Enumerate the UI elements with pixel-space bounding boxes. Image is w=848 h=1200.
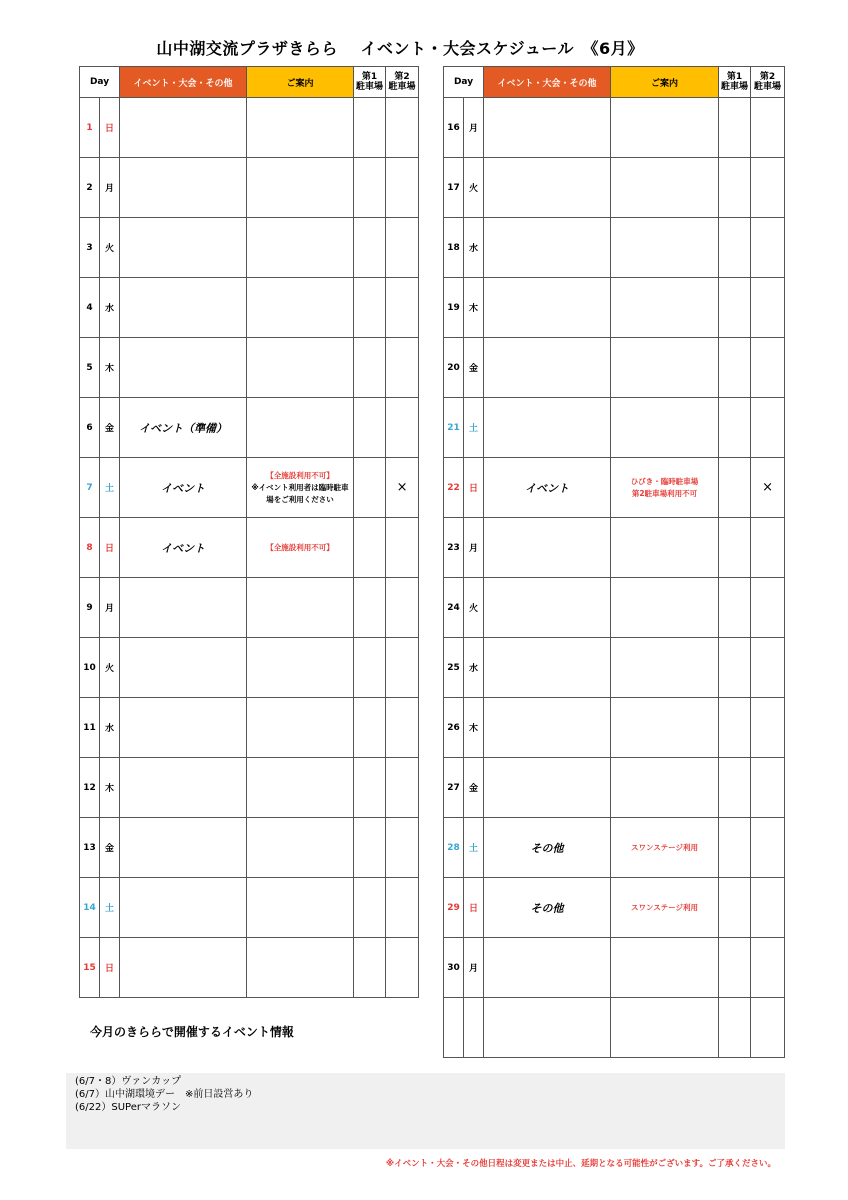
day-number: 17 bbox=[444, 158, 464, 218]
guide-cell bbox=[247, 338, 354, 398]
table-row bbox=[444, 218, 785, 278]
weekday: 火 bbox=[464, 578, 484, 638]
weekday: 火 bbox=[100, 638, 120, 698]
weekday: 日 bbox=[464, 878, 484, 938]
weekday: 土 bbox=[464, 398, 484, 458]
guide-cell bbox=[611, 278, 719, 338]
parking-2-cell bbox=[386, 758, 419, 818]
table-row bbox=[444, 578, 785, 638]
table-row bbox=[444, 398, 785, 458]
header-day: Day bbox=[444, 67, 484, 98]
guide-detail: ※イベント利用者は臨時駐車場をご利用ください bbox=[251, 482, 349, 504]
day-number: 19 bbox=[444, 278, 464, 338]
weekday: 金 bbox=[100, 398, 120, 458]
event-cell bbox=[120, 878, 247, 938]
header-guide: ご案内 bbox=[611, 67, 719, 98]
parking-1-cell bbox=[354, 818, 386, 878]
day-number: 6 bbox=[80, 398, 100, 458]
header-parking-2 bbox=[386, 67, 419, 98]
guide-cell bbox=[247, 158, 354, 218]
weekday: 月 bbox=[464, 518, 484, 578]
header-parking-1-label: 第1 駐車場 bbox=[356, 72, 384, 92]
guide-cell bbox=[611, 158, 719, 218]
table-row bbox=[444, 758, 785, 818]
guide-cell bbox=[247, 938, 354, 998]
parking-1-cell bbox=[719, 518, 751, 578]
parking-2-cell: × bbox=[386, 458, 419, 518]
event-cell bbox=[484, 758, 611, 818]
parking-1-cell bbox=[719, 278, 751, 338]
weekday: 水 bbox=[464, 218, 484, 278]
guide-cell bbox=[247, 98, 354, 158]
parking-1-cell bbox=[354, 638, 386, 698]
day-number: 22 bbox=[444, 458, 464, 518]
event-cell: その他 bbox=[484, 878, 611, 938]
event-cell bbox=[484, 518, 611, 578]
header-parking-2-label: 第2 駐車場 bbox=[388, 72, 416, 92]
guide-cell bbox=[611, 338, 719, 398]
guide-cell bbox=[247, 278, 354, 338]
parking-1-cell bbox=[354, 398, 386, 458]
parking-1-cell bbox=[354, 458, 386, 518]
event-info-title: 今月のきららで開催するイベント情報 bbox=[90, 1025, 294, 1039]
day-number: 7 bbox=[80, 458, 100, 518]
event-info-item: (6/7・8）ヴァンカップ bbox=[75, 1076, 182, 1087]
weekday: 月 bbox=[100, 578, 120, 638]
guide-cell bbox=[247, 818, 354, 878]
parking-2-cell bbox=[386, 158, 419, 218]
table-row bbox=[80, 218, 419, 278]
parking-1-cell bbox=[719, 938, 751, 998]
table-row bbox=[80, 638, 419, 698]
guide-notice: 【全施設利用不可】 bbox=[266, 470, 334, 480]
weekday: 火 bbox=[464, 158, 484, 218]
guide-notice: ひびき・臨時駐車場 第2駐車場利用不可 bbox=[630, 476, 699, 498]
event-cell bbox=[484, 578, 611, 638]
parking-1-cell bbox=[354, 338, 386, 398]
guide-cell bbox=[611, 638, 719, 698]
parking-1-cell bbox=[354, 158, 386, 218]
parking-2-cell bbox=[751, 998, 785, 1058]
table-row bbox=[444, 98, 785, 158]
day-number: 8 bbox=[80, 518, 100, 578]
parking-2-cell bbox=[751, 158, 785, 218]
guide-cell bbox=[611, 758, 719, 818]
weekday: 日 bbox=[100, 518, 120, 578]
event-cell bbox=[484, 938, 611, 998]
parking-1-cell bbox=[719, 638, 751, 698]
guide-cell bbox=[247, 398, 354, 458]
parking-2-cell bbox=[386, 938, 419, 998]
parking-2-cell: × bbox=[751, 458, 785, 518]
parking-1-cell bbox=[354, 518, 386, 578]
event-cell bbox=[120, 638, 247, 698]
weekday: 木 bbox=[464, 698, 484, 758]
parking-2-cell bbox=[751, 818, 785, 878]
guide-cell bbox=[611, 458, 719, 518]
event-cell bbox=[120, 698, 247, 758]
parking-1-cell bbox=[354, 98, 386, 158]
parking-2-cell bbox=[751, 938, 785, 998]
guide-cell bbox=[611, 878, 719, 938]
table-row bbox=[80, 698, 419, 758]
table-row bbox=[444, 998, 785, 1058]
weekday: 木 bbox=[100, 338, 120, 398]
parking-2-cell bbox=[386, 338, 419, 398]
parking-1-cell bbox=[719, 578, 751, 638]
parking-2-cell bbox=[751, 638, 785, 698]
event-cell bbox=[120, 938, 247, 998]
day-number: 29 bbox=[444, 878, 464, 938]
parking-2-cell bbox=[751, 398, 785, 458]
parking-1-cell bbox=[354, 218, 386, 278]
guide-cell bbox=[611, 938, 719, 998]
parking-2-cell bbox=[386, 518, 419, 578]
table-row bbox=[80, 458, 419, 518]
weekday bbox=[464, 998, 484, 1058]
table-row bbox=[80, 578, 419, 638]
event-cell bbox=[120, 98, 247, 158]
parking-2-cell bbox=[386, 818, 419, 878]
event-cell bbox=[120, 278, 247, 338]
day-number: 23 bbox=[444, 518, 464, 578]
parking-2-cell bbox=[386, 878, 419, 938]
event-cell: イベント bbox=[120, 458, 247, 518]
weekday: 木 bbox=[464, 278, 484, 338]
event-cell bbox=[120, 818, 247, 878]
guide-cell bbox=[247, 518, 354, 578]
schedule-table-left bbox=[79, 66, 419, 998]
table-row bbox=[444, 338, 785, 398]
parking-1-cell bbox=[719, 218, 751, 278]
parking-1-cell bbox=[354, 758, 386, 818]
event-cell: イベント bbox=[484, 458, 611, 518]
day-number: 11 bbox=[80, 698, 100, 758]
schedule-table-right bbox=[443, 66, 785, 1058]
event-cell bbox=[120, 338, 247, 398]
event-info-item: (6/22）SUPerマラソン bbox=[75, 1102, 181, 1113]
parking-2-cell bbox=[386, 218, 419, 278]
weekday: 月 bbox=[100, 158, 120, 218]
parking-2-cell bbox=[751, 698, 785, 758]
table-row bbox=[80, 98, 419, 158]
parking-1-cell bbox=[719, 398, 751, 458]
guide-cell bbox=[611, 698, 719, 758]
header-parking-1 bbox=[354, 67, 386, 98]
table-row bbox=[80, 818, 419, 878]
table-row bbox=[444, 698, 785, 758]
weekday: 月 bbox=[464, 98, 484, 158]
guide-cell bbox=[611, 398, 719, 458]
header-guide: ご案内 bbox=[247, 67, 354, 98]
table-row bbox=[80, 758, 419, 818]
day-number: 12 bbox=[80, 758, 100, 818]
table-row bbox=[80, 518, 419, 578]
parking-2-cell bbox=[386, 398, 419, 458]
day-number: 5 bbox=[80, 338, 100, 398]
weekday: 金 bbox=[100, 818, 120, 878]
guide-cell bbox=[247, 698, 354, 758]
guide-cell bbox=[247, 578, 354, 638]
event-cell: イベント（準備） bbox=[120, 398, 247, 458]
parking-2-cell bbox=[751, 578, 785, 638]
table-row bbox=[444, 938, 785, 998]
day-number: 21 bbox=[444, 398, 464, 458]
weekday: 月 bbox=[464, 938, 484, 998]
event-cell bbox=[120, 758, 247, 818]
event-info-item: (6/7）山中湖環境デー ※前日設営あり bbox=[75, 1089, 254, 1100]
event-cell bbox=[120, 578, 247, 638]
parking-2-cell bbox=[751, 278, 785, 338]
parking-1-cell bbox=[354, 698, 386, 758]
weekday: 金 bbox=[464, 758, 484, 818]
header-parking-2-label: 第2 駐車場 bbox=[754, 72, 782, 92]
parking-2-cell bbox=[751, 878, 785, 938]
day-number: 28 bbox=[444, 818, 464, 878]
parking-1-cell bbox=[354, 878, 386, 938]
parking-2-cell bbox=[751, 338, 785, 398]
event-cell bbox=[484, 638, 611, 698]
header-parking-1-label: 第1 駐車場 bbox=[721, 72, 749, 92]
parking-1-cell bbox=[719, 98, 751, 158]
parking-2-cell bbox=[386, 698, 419, 758]
guide-cell bbox=[611, 218, 719, 278]
event-cell bbox=[484, 278, 611, 338]
parking-1-cell bbox=[719, 758, 751, 818]
day-number: 2 bbox=[80, 158, 100, 218]
table-row bbox=[444, 878, 785, 938]
day-number: 27 bbox=[444, 758, 464, 818]
guide-cell bbox=[247, 878, 354, 938]
day-number bbox=[444, 998, 464, 1058]
weekday: 土 bbox=[100, 458, 120, 518]
guide-cell bbox=[247, 758, 354, 818]
day-number: 10 bbox=[80, 638, 100, 698]
page-title: 山中湖交流プラザきらら イベント・大会スケジュール 《6月》 bbox=[156, 39, 644, 58]
day-number: 3 bbox=[80, 218, 100, 278]
day-number: 13 bbox=[80, 818, 100, 878]
day-number: 15 bbox=[80, 938, 100, 998]
parking-1-cell bbox=[354, 938, 386, 998]
header-event: イベント・大会・その他 bbox=[120, 67, 247, 98]
header-parking-1 bbox=[719, 67, 751, 98]
guide-cell bbox=[611, 998, 719, 1058]
day-number: 20 bbox=[444, 338, 464, 398]
disclaimer-footnote: ※イベント・大会・その他日程は変更または中止、延期となる可能性がございます。ご了承ください。 bbox=[385, 1159, 776, 1169]
header-event: イベント・大会・その他 bbox=[484, 67, 611, 98]
event-cell bbox=[120, 218, 247, 278]
table-row bbox=[80, 278, 419, 338]
event-cell bbox=[484, 218, 611, 278]
day-number: 18 bbox=[444, 218, 464, 278]
weekday: 水 bbox=[100, 698, 120, 758]
guide-cell bbox=[611, 578, 719, 638]
parking-1-cell bbox=[719, 998, 751, 1058]
weekday: 金 bbox=[464, 338, 484, 398]
event-cell bbox=[484, 98, 611, 158]
day-number: 1 bbox=[80, 98, 100, 158]
weekday: 日 bbox=[464, 458, 484, 518]
guide-cell bbox=[247, 218, 354, 278]
weekday: 土 bbox=[464, 818, 484, 878]
day-number: 25 bbox=[444, 638, 464, 698]
event-cell bbox=[484, 338, 611, 398]
guide-notice: 【全施設利用不可】 bbox=[266, 542, 334, 552]
guide-cell bbox=[247, 458, 354, 518]
guide-notice: スワンステージ利用 bbox=[631, 842, 698, 852]
parking-2-cell bbox=[386, 98, 419, 158]
guide-cell bbox=[611, 518, 719, 578]
parking-2-cell bbox=[751, 518, 785, 578]
day-number: 26 bbox=[444, 698, 464, 758]
parking-1-cell bbox=[719, 458, 751, 518]
guide-notice: スワンステージ利用 bbox=[631, 902, 698, 912]
table-row bbox=[444, 458, 785, 518]
day-number: 14 bbox=[80, 878, 100, 938]
weekday: 木 bbox=[100, 758, 120, 818]
day-number: 16 bbox=[444, 98, 464, 158]
event-cell: イベント bbox=[120, 518, 247, 578]
event-cell bbox=[484, 158, 611, 218]
parking-1-cell bbox=[354, 578, 386, 638]
guide-cell bbox=[247, 638, 354, 698]
parking-1-cell bbox=[719, 698, 751, 758]
parking-2-cell bbox=[386, 638, 419, 698]
table-row bbox=[444, 518, 785, 578]
table-row bbox=[80, 398, 419, 458]
parking-2-cell bbox=[751, 218, 785, 278]
day-number: 30 bbox=[444, 938, 464, 998]
header-day: Day bbox=[80, 67, 120, 98]
table-row bbox=[80, 878, 419, 938]
event-cell: その他 bbox=[484, 818, 611, 878]
table-header-row bbox=[444, 67, 785, 98]
parking-2-cell bbox=[751, 758, 785, 818]
day-number: 9 bbox=[80, 578, 100, 638]
table-row bbox=[444, 278, 785, 338]
day-number: 24 bbox=[444, 578, 464, 638]
event-cell bbox=[484, 998, 611, 1058]
table-row bbox=[80, 938, 419, 998]
guide-cell bbox=[611, 98, 719, 158]
parking-1-cell bbox=[719, 878, 751, 938]
parking-2-cell bbox=[751, 98, 785, 158]
table-row bbox=[444, 638, 785, 698]
parking-1-cell bbox=[719, 818, 751, 878]
event-info-box bbox=[66, 1073, 785, 1149]
table-row bbox=[444, 818, 785, 878]
weekday: 日 bbox=[100, 938, 120, 998]
table-row bbox=[80, 158, 419, 218]
table-row bbox=[444, 158, 785, 218]
weekday: 火 bbox=[100, 218, 120, 278]
parking-1-cell bbox=[719, 158, 751, 218]
table-row bbox=[80, 338, 419, 398]
parking-1-cell bbox=[354, 278, 386, 338]
guide-cell bbox=[611, 818, 719, 878]
parking-2-cell bbox=[386, 278, 419, 338]
parking-2-cell bbox=[386, 578, 419, 638]
weekday: 水 bbox=[464, 638, 484, 698]
day-number: 4 bbox=[80, 278, 100, 338]
event-cell bbox=[484, 398, 611, 458]
table-header-row bbox=[80, 67, 419, 98]
event-cell bbox=[120, 158, 247, 218]
parking-1-cell bbox=[719, 338, 751, 398]
header-parking-2 bbox=[751, 67, 785, 98]
event-cell bbox=[484, 698, 611, 758]
weekday: 日 bbox=[100, 98, 120, 158]
weekday: 土 bbox=[100, 878, 120, 938]
weekday: 水 bbox=[100, 278, 120, 338]
